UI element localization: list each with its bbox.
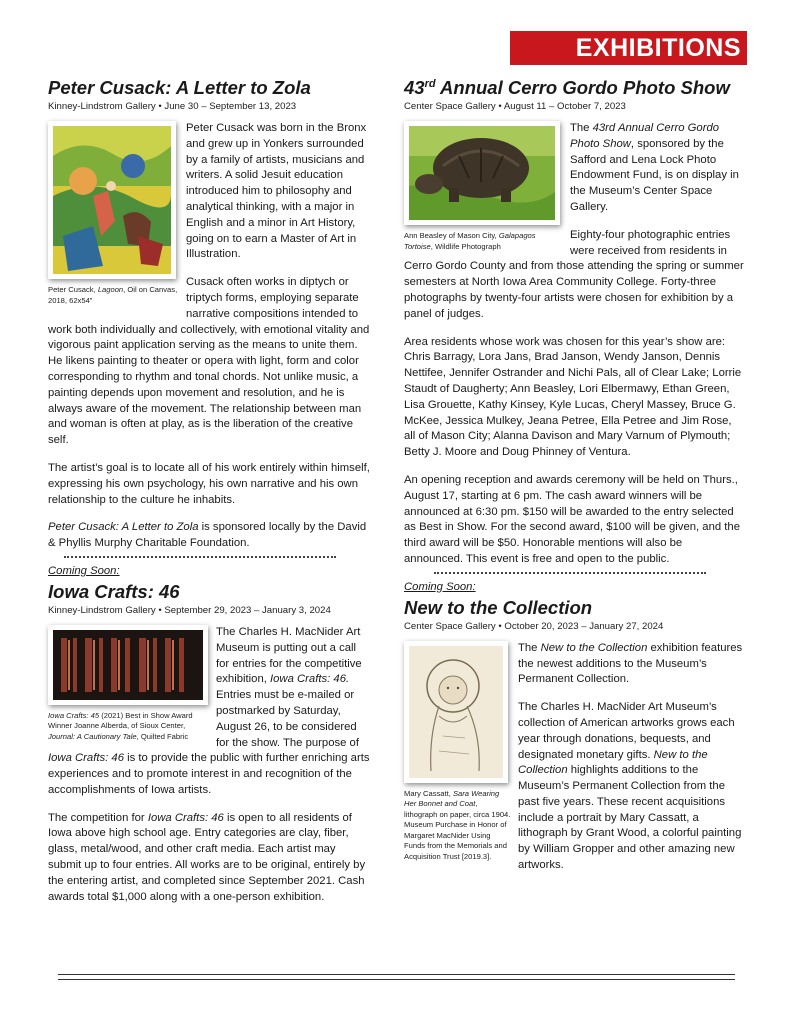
photo-show-title: 43rd Annual Cerro Gordo Photo Show bbox=[404, 77, 730, 98]
footer-rule-top bbox=[58, 974, 735, 975]
crafts-paragraph-1: The Charles H. MacNider Art Museum is putting out a call for entries for the competitive exhibition, Iowa Crafts: 46. Entries must be e-mailed or postmarked by Saturday, August 26, to be considered for the show. The purpose of Iowa Crafts: 46 is to provide the public with further enriching arts experiences and to promote interest in and recognition of the accomplishments of Iowa artists. bbox=[48, 625, 370, 796]
photo-show-subtitle: Center Space Gallery • August 11 – October 7, 2023 bbox=[404, 101, 626, 112]
cusack-paragraph-1: Peter Cusack was born in the Bronx and grew up in Yonkers surrounded by a family of artists, musicians and writers. A solid Jesuit education introduced him to philosophy and analytical thinking, with a major in English and a minor in Art History, going on to earn a Master of Art in Illustration. bbox=[186, 122, 367, 261]
crafts-subtitle: Kinney-Lindstrom Gallery • September 29, 2023 – January 3, 2024 bbox=[48, 604, 331, 616]
photo-paragraph-3: Area residents whose work was chosen for this year’s show are: Chris Barragy, Lora Jans, Brad Janson, Wendy Janson, Dennis Nettifee, Jennifer Ostrander and Nichi Pals, all of Clear Lake; Lorrie Staudt of Daugherty; Ann Beasley, Lori Elbermawy, Ethan Green, Lisa Grouette, Kathy Kinsey, Kyle Lucas, Cheryl Massey, Bruce G. McKee, Jessica Mulkey, Jeana Petree, Ella Petree and Jim Rose, all of Mason City; Alanna Davison and Mary Varnum of Plymouth; Betty J. Moore and Doug Phinney of Ventura. bbox=[404, 335, 742, 459]
cusack-title: Peter Cusack: A Letter to Zola bbox=[48, 77, 311, 98]
collection-coming-soon: Coming Soon: bbox=[404, 580, 476, 593]
crafts-title: Iowa Crafts: 46 bbox=[48, 580, 180, 602]
cusack-paragraph-3: The artist’s goal is to locate all of his work entirely within himself, expressing his own psychology, his own narrative and his own relationship to the culture he inhabits. bbox=[48, 461, 370, 506]
quilt-caption: Iowa Crafts: 45 (2021) Best in Show Award Winner Joanne Alberda, of Sioux Center, Journal: A Cautionary Tale, Quilted Fabric bbox=[48, 710, 193, 741]
section-banner: EXHIBITIONS bbox=[510, 31, 747, 65]
cusack-paragraph-4: Peter Cusack: A Letter to Zola is sponsored locally by the David & Phyllis Murphy Charitable Foundation. bbox=[48, 521, 367, 550]
photo-paragraph-2: Eighty-four photographic entries were received from residents in Cerro Gordo County and from those attending the spring or summer semesters at North Iowa Area Community College. Forty-three photographs by twenty-four artists were chosen for exhibition by a panel of judges. bbox=[404, 228, 744, 320]
cassatt-lithograph-image bbox=[409, 646, 503, 778]
crafts-paragraph-2: The competition for Iowa Crafts: 46 is open to all residents of Iowa above high school age. Entry categories are clay, fiber, glass, metal/wood, and other craft media. Each artist may submit up to four entries. All works are to be original, entirely by the entering artist, and completed since September 2021. Cash awards total $1,000 along with a one-person exhibition. bbox=[48, 811, 366, 903]
quilt-image bbox=[53, 630, 203, 700]
collection-paragraph-2: The Charles H. MacNider Art Museum’s collection of American artworks grows each year through donations, bequests, and designated monetary gifts. New to the Collection highlights additions to the Museum’s Permanent Collection from the past five years. These recent acquisitions include a portrait by Mary Cassatt, a lithograph by Grant Wood, a colorful painting by William Gropper and other amazing new artworks. bbox=[518, 701, 742, 872]
crafts-figure bbox=[48, 625, 210, 743]
right-column bbox=[404, 77, 744, 886]
collection-title: New to the Collection bbox=[404, 596, 593, 618]
photo-paragraph-1: The 43rd Annual Cerro Gordo Photo Show, sponsored by the Safford and Lena Lock Photo Endowment Fund, is on display in the Museum’s Center Space Gallery. bbox=[570, 122, 739, 213]
cassatt-caption: Mary Cassatt, Sara Wearing Her Bonnet and Coat, lithograph on paper, circa 1904. Museum Purchase in Honor of Margaret MacNider Using Funds from the Memorials and Acquisition Trust [2019.3]. bbox=[404, 788, 511, 861]
collection-subtitle: Center Space Gallery • October 20, 2023 – January 27, 2024 bbox=[404, 620, 664, 632]
cusack-subtitle: Kinney-Lindstrom Gallery • June 30 – September 13, 2023 bbox=[48, 101, 297, 112]
tortoise-caption: Ann Beasley of Mason City, Galapagos Tortoise, Wildlife Photograph bbox=[404, 231, 536, 251]
cusack-figure bbox=[48, 121, 180, 306]
footer-rule-bottom bbox=[58, 979, 735, 980]
collection-paragraph-1: The New to the Collection exhibition features the newest additions to the Museum’s Permanent Collection. bbox=[518, 641, 743, 686]
lagoon-caption: Peter Cusack, Lagoon, Oil on Canvas, 2018, 62x54” bbox=[48, 285, 178, 305]
tortoise-photo-image bbox=[409, 126, 555, 220]
section-divider bbox=[434, 572, 706, 574]
left-column bbox=[48, 77, 370, 917]
crafts-coming-soon: Coming Soon: bbox=[48, 564, 120, 577]
cusack-paragraph-2: Cusack often works in diptych or triptych forms, employing separate narrative compositions intended to work both individually and collectively, with emotional vitality and vigorous paint application serving as the means to unite them. He likens painting to theater or opera with light, form and color corresponding to rhythm and tonal chords. Not unlike music, a painting depends upon movement and resolution, and he is always aware of the movement. The relationship between man and woman is often at play, as is the liberation of the creative self. bbox=[48, 276, 370, 447]
photo-paragraph-4: An opening reception and awards ceremony will be held on Thurs., August 17, starting at 6 pm. The cash award winners will be announced at 6:30 pm. $150 will be awarded to the entry selected as Best in Show. For the second award, $100 will be given, and the third award will be $50. Honorable mentions will also be announced. This event is free and open to the public. bbox=[404, 473, 740, 565]
tortoise-figure bbox=[404, 121, 564, 252]
section-divider bbox=[64, 556, 336, 558]
cassatt-figure bbox=[404, 641, 512, 863]
lagoon-painting-image bbox=[53, 126, 171, 274]
